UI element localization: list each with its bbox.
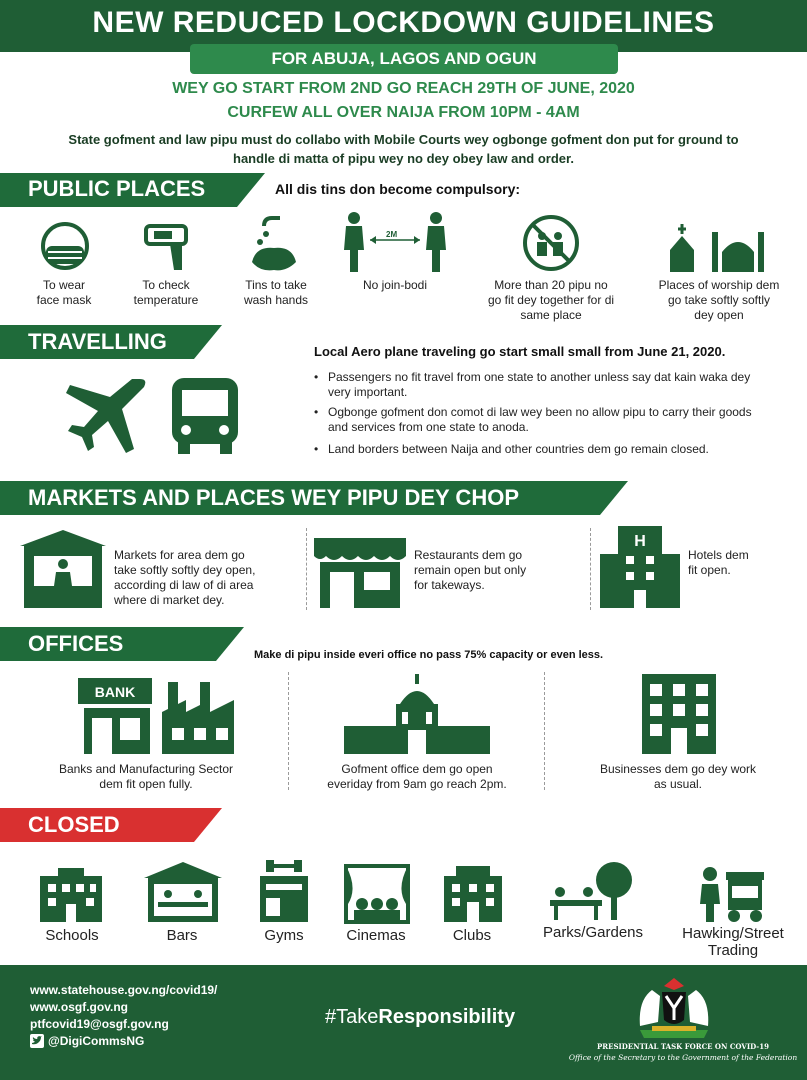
- restaurant-icon: [314, 538, 406, 610]
- markets-title: MARKETS AND PLACES WEY PIPU DEY CHOP: [28, 485, 519, 510]
- market-stall-icon: [20, 530, 106, 610]
- bars-label: Bars: [166, 927, 198, 944]
- restaurants-label: Restaurants dem go remain open but only for takeways.: [414, 548, 527, 592]
- bar-icon: [144, 862, 222, 924]
- social-distance-icon: [340, 210, 450, 274]
- osgf-link[interactable]: www.osgf.gov.ng: [30, 1000, 128, 1014]
- hashtag: [325, 1006, 515, 1029]
- travel-bullet-2: Ogbonge gofment don comot di law wey been no allow pipu to carry their goods and services from one state to anoda.: [328, 405, 752, 434]
- parks-label: Parks/Gardens: [542, 924, 644, 941]
- travel-bullet-1: Passengers no fit travel from one state to another unless say dat kain waka dey very important.: [328, 370, 751, 399]
- email-link[interactable]: ptfcovid19@osgf.gov.ng: [30, 1017, 169, 1031]
- businesses-label: Businesses dem go dey work as usual.: [599, 762, 757, 791]
- gym-icon: [256, 858, 312, 924]
- curfew-notice: CURFEW ALL OVER NAIJA FROM 10PM - 4AM: [227, 104, 580, 121]
- park-icon: [548, 860, 638, 922]
- wash-hands-icon: [246, 216, 302, 276]
- cinema-icon: [344, 864, 410, 924]
- hashtag-prefix: #Take: [325, 1006, 379, 1028]
- twitter-icon: [30, 1034, 44, 1048]
- banks-label: Banks and Manufacturing Sector dem fit open fully.: [58, 762, 234, 791]
- cinemas-label: Cinemas: [346, 927, 406, 944]
- bullet-dot: •: [314, 370, 319, 384]
- bank-sign: BANK: [94, 684, 136, 700]
- face-mask-icon: [30, 220, 100, 276]
- worship-label: Places of worship dem go take softly softly dey open: [658, 278, 780, 322]
- government-building-icon: [342, 674, 492, 756]
- twitter-handle[interactable]: @DigiCommsNG: [48, 1034, 145, 1048]
- hotel-icon: [598, 524, 682, 610]
- coat-of-arms-logo: [634, 976, 714, 1040]
- date-range: WEY GO START FROM 2ND GO REACH 29TH OF JUNE, 2020: [172, 80, 635, 97]
- no-crowd-icon: [522, 214, 580, 272]
- travelling-heading: Local Aero plane traveling go start small small from June 21, 2020.: [314, 344, 726, 359]
- closed-title: CLOSED: [28, 812, 120, 837]
- markets-label: Markets for area dem go take softly softly dey open, according di law of di area where di market dey.: [114, 548, 256, 607]
- ptf-title: PRESIDENTIAL TASK FORCE ON COVID-19: [597, 1042, 769, 1051]
- street-trading-label: Hawking/Street Trading: [682, 925, 784, 959]
- distance-label: 2M: [386, 230, 398, 239]
- no-crowd-label: More than 20 pipu no go fit dey together for di same place: [487, 278, 615, 322]
- intro-text: State gofment and law pipu must do collabo with Mobile Courts wey ogbonge gofment don put for ground to handle di matta of pipu wey no dey obey law and order.: [68, 132, 739, 166]
- public-places-title: PUBLIC PLACES: [28, 176, 206, 201]
- divider: [306, 528, 307, 610]
- wash-hands-label: Tins to take wash hands: [243, 278, 309, 307]
- gyms-label: Gyms: [264, 927, 304, 944]
- bus-icon: [168, 376, 242, 456]
- hashtag-bold: Responsibility: [378, 1006, 516, 1028]
- divider: [288, 672, 289, 790]
- hotels-label: Hotels dem fit open.: [688, 548, 749, 577]
- offices-title: OFFICES: [28, 631, 124, 656]
- face-mask-label: To wear face mask: [36, 278, 92, 307]
- thermometer-label: To check temperature: [133, 278, 199, 307]
- office-building-icon: [638, 672, 720, 756]
- street-trading-icon: [696, 862, 768, 924]
- schools-label: Schools: [45, 927, 99, 944]
- offices-heading: Make di pipu inside everi office no pass 75% capacity or even less.: [254, 649, 604, 661]
- clubs-label: Clubs: [452, 927, 492, 944]
- statehouse-link[interactable]: www.statehouse.gov.ng/covid19/: [30, 983, 218, 997]
- school-icon: [38, 866, 104, 924]
- travel-bullet-3: Land borders between Naija and other countries dem go remain closed.: [328, 442, 709, 456]
- airplane-icon: [64, 375, 150, 455]
- divider: [590, 528, 591, 610]
- divider: [544, 672, 545, 790]
- thermometer-icon: [140, 222, 196, 274]
- gofment-office-label: Gofment office dem go open everiday from 9am go reach 2pm.: [327, 762, 507, 791]
- club-icon: [442, 864, 504, 924]
- ptf-subtitle: Office of the Secretary to the Government of the Federation: [568, 1053, 798, 1062]
- social-distance-label: No join-bodi: [362, 278, 428, 292]
- worship-icon: [668, 222, 768, 274]
- svg-text:H: H: [634, 533, 646, 550]
- page-subtitle: FOR ABUJA, LAGOS AND OGUN: [271, 49, 537, 68]
- public-places-heading: All dis tins don become compulsory:: [275, 181, 521, 197]
- bullet-dot: •: [314, 405, 319, 419]
- travelling-title: TRAVELLING: [28, 329, 167, 354]
- bullet-dot: •: [314, 442, 319, 456]
- page-title: NEW REDUCED LOCKDOWN GUIDELINES: [92, 6, 715, 39]
